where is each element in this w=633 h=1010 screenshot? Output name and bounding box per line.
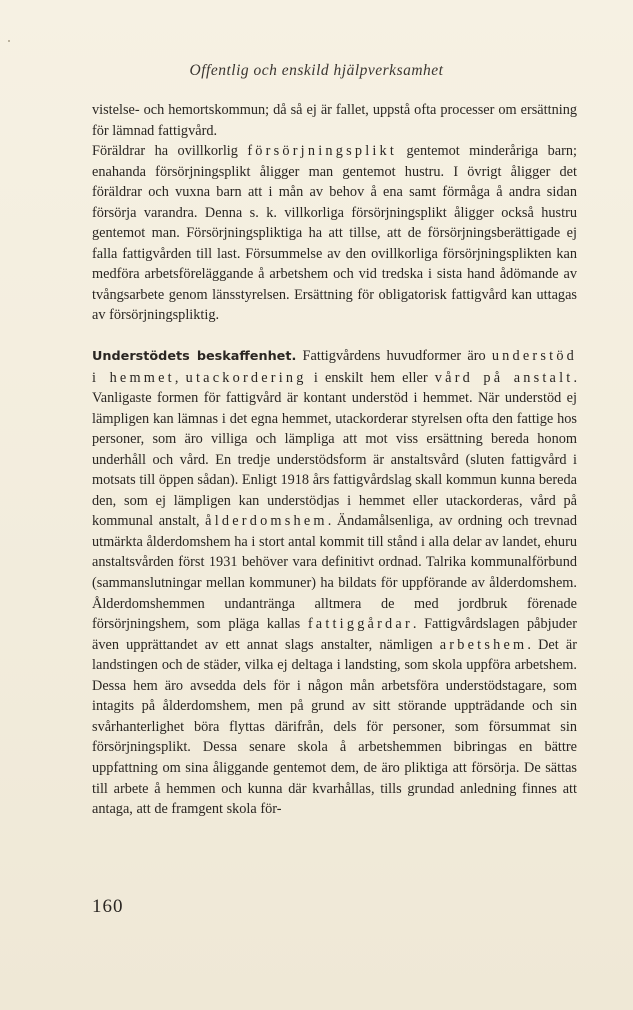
paragraph-section (92, 346, 577, 820)
paragraph-text: . Vanligaste formen för fattigvård är kontant understöd i hemmet. När understöd ej lämpligen kan lämnas i det egna hemmet, utackorderar styrelsen ofta den fattige hos personer, som äro villiga och lämpliga att mot viss ersättning bereda honom underhåll och vård. En tredje understödsform är anstaltsvård (sluten fattigvård i motsats till öppen sådan). Enligt 1918 års fattigvårdslag skall kommun kunna bereda den, som ej lämpligen kan understödjas i hemmet eller utackorderas, vård på kommunal anstalt, (92, 369, 578, 530)
paragraph-text: , (174, 369, 186, 386)
body-text (92, 100, 577, 820)
spaced-term: försörjningsplikt (247, 143, 398, 160)
paragraph-text: Föräldrar ha ovillkorlig (92, 143, 248, 160)
spaced-term: ålderdomshem (205, 513, 328, 530)
spaced-term: fattiggårdar (307, 616, 413, 633)
spaced-term: utackordering (185, 369, 307, 386)
section-title: Understödets beskaffenhet. (92, 349, 297, 365)
spaced-term: vård på anstalt (434, 369, 574, 386)
page-number: 160 (92, 896, 124, 917)
page-speck (8, 40, 10, 42)
paragraph-text: . Ändamålsenliga, av ordning och trevnad utmärkta ålderdomshem ha i stort antal kommit till stånd i alla delar av landet, ehuru anstaltsvården först 1931 behöver vara definitivt ordnad. Talrika kommunalförbund (sammanslutningar mellan kommuner) ha bildats för uppförande av ålderdomshem. Ålderdomshemmen undantränga alltmera de med jordbruk förenade försörjningshem, som pläga kallas (92, 513, 578, 633)
paragraph-text: i enskilt hem eller (306, 369, 435, 386)
paragraph-text: gentemot minderåriga barn; enahanda försörjningsplikt åligger man gentemot hustru. I övrigt åligger det föräldrar och vuxna barn att i mån av behov å ena samt förmåga å andra sidan försörja varandra. Denna s. k. villkorliga försörjningsplikt åligger också hustru gentemot man. Försörjningspliktiga ha att tillse, att de försörjningsberättigade ej falla fattigvården till last. Försummelse av den ovillkorliga försörjningsplikten kan medföra arbetsföreläggande å arbetshem och vid tredska i sista hand ådömande av tvångsarbete genom länsstyrelsen. Ersättning för obligatorisk fattigvård kan uttagas av försörjningspliktig. (92, 143, 577, 324)
paragraph-text: . Det är landstingen och de städer, vilka ej deltaga i landsting, som skola uppföra arbetshem. Dessa hem äro avsedda dels för i någon mån arbetsföra understödstagare, som intagits på ålderdomshem, men på grund av sitt störande uppträdande och sin svårhanterlighet böra flyttas därifrån, dels för personer, som försummat sin försörjningsplikt. Dessa senare skola å arbetshemmen bibringas en bättre uppfattning om sina åliggande gentemot dem, de äro pliktiga att försörja. De sättas till arbete å hemmen och kunna där kvarhållas, tills grundad anledning finnes att antaga, att de framgent skola för- (92, 636, 577, 818)
paragraph-text: . Fattigvårdslagen påbjuder även upprättandet av ett annat slags anstalter, nämligen (92, 616, 577, 653)
running-header: Offentlig och enskild hjälpverksamhet (189, 62, 444, 79)
spaced-term: understöd i hemmet (92, 348, 578, 386)
spaced-term: arbetshem (439, 636, 528, 653)
paragraph-gap (92, 326, 577, 346)
paragraph-forsorjningsplikt (92, 141, 577, 326)
paragraph-text: Fattigvårdens huvudformer äro (296, 348, 492, 365)
paragraph-continuation: vistelse- och hemortskommun; då så ej är fallet, uppstå ofta processer om ersättning för lämnad fattigvård. (92, 102, 577, 139)
